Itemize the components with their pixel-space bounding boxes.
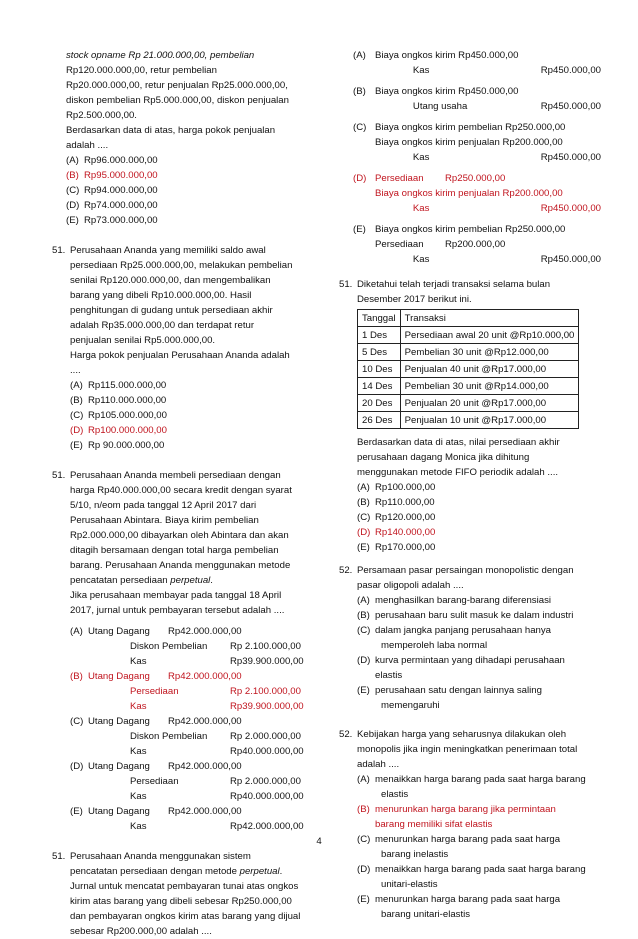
question-text: Rp120.000.000,00, retur pembelian xyxy=(66,65,217,76)
question-text: Rp2.500.000,00. xyxy=(66,110,137,121)
question-51c: 51. Perusahaan Ananda menggunakan sistem pencatatan persediaan dengan metode perpetual. Jurnal untuk mencatat pembayaran tunai atas ongkos kirim atas barang yang dibeli sebesar Rp250.000,00 dan pembayaran ongkos kirim atas barang yang dijual sebesar Rp200.000,00 adalah .... xyxy=(52,851,301,937)
option-d: (D) menaikkan harga barang pada saat harga barang unitari-elastis xyxy=(357,864,586,890)
option-b-answer: (B) Utang Dagang Rp42.000.000,00 Persediaan Rp 2.100.000,00 Kas Rp39.900.000,00 xyxy=(70,671,304,712)
table-row: 14 Des Pembelian 30 unit @Rp14.000,00 xyxy=(358,378,579,395)
question-number: 51. xyxy=(52,245,66,256)
question-51d-options: Berdasarkan data di atas, nilai persediaan akhir perusahaan dagang Monica jika dihitung menggunakan metode FIFO periodik adalah .... (A) Rp100.000,00 (B) Rp110.000,00 (C) Rp120.000,00 (D) Rp140.000,00 (E) Rp170.000,00 xyxy=(339,435,601,555)
question-51: 51. Perusahaan Ananda yang memiliki saldo awal persediaan Rp25.000.000,00, melakukan pembelian senilai Rp120.000.000,00, dan mengembalikan barang yang dibeli Rp10.000.000,00. Hasil penghitungan di gudang untuk persediaan akhir adalah Rp35.000.000,00 dan terdapat retur penjualan senilai Rp5.000.000,00. Harga pokok penjualan Perusahaan Ananda adalah .... (A) Rp115.000.000,00 (B) Rp110.000.000,00 (C) Rp105.000.000,00 (D) Rp100.000.000,00 (E) Rp 90.000.000,00 xyxy=(52,245,293,451)
option-e: (E) Biaya ongkos kirim pembelian Rp250.000,00 Persediaan Rp200.000,00 Kas Rp450.000,00 xyxy=(353,224,601,265)
option-c: (C) Rp105.000.000,00 xyxy=(70,410,167,421)
option-d: (D) kurva permintaan yang dihadapi perusahaan elastis xyxy=(357,655,565,681)
option-d-answer: (D) Rp100.000.000,00 xyxy=(70,425,167,436)
option-d-answer: (D) Persediaan Rp250.000,00 Biaya ongkos kirim penjualan Rp200.000,00 Kas Rp450.000,00 xyxy=(353,173,601,214)
question-52b: 52. Kebijakan harga yang seharusnya dilakukan oleh monopolis jika ingin meningkatkan penerimaan total adalah .... (A) menaikkan harga barang pada saat harga barang elastis (B) menurunkan harga barang jika permintaan barang memiliki sifat elastis (C) menurunkan harga barang pada saat harga barang inelastis (D) menaikkan harga barang pada saat harga barang unitari-elastis (E) menurunkan harga barang pada saat harga barang unitari-elastis xyxy=(339,729,586,920)
option-d-answer: (D) Rp140.000,00 xyxy=(357,527,436,538)
table-row: 5 Des Pembelian 30 unit @Rp12.000,00 xyxy=(358,344,579,361)
option-a: (A) Utang Dagang Rp42.000.000,00 Diskon Pembelian Rp 2.100.000,00 Kas Rp39.900.000,00 xyxy=(70,626,304,667)
option-a: (A) Rp96.000.000,00 xyxy=(66,155,158,166)
column-header: Transaksi xyxy=(400,310,579,327)
option-c: (C) dalam jangka panjang perusahaan hanya memperoleh laba normal xyxy=(357,625,552,651)
option-c: (C) Utang Dagang Rp42.000.000,00 Diskon Pembelian Rp 2.000.000,00 Kas Rp40.000.000,00 xyxy=(70,716,304,757)
option-e: (E) Rp 90.000.000,00 xyxy=(70,440,165,451)
question-number: 52. xyxy=(339,565,353,576)
question-51b: 51. Perusahaan Ananda membeli persediaan dengan harga Rp40.000.000,00 secara kredit dengan syarat 5/10, n/eom pada tanggal 12 April 2017 dari Perusahaan Abintara. Biaya kirim pembelian Rp2.000.000,00 dibayarkan oleh Abintara dan akan ditagih bersamaan dengan total harga pembelian barang. Perusahaan Ananda menggunakan metode pencatatan persediaan perpetual. Jika perusahaan membayar pada tanggal 18 April 2017, jurnal untuk pembayaran tersebut adalah .... (A) Utang Dagang Rp42.000.000,00 Diskon Pembelian Rp 2.100.000,00 Kas Rp39.900.000,00 (B) Utang Dagang Rp42.000.000,00 Persediaan Rp 2.100.000,00 Kas Rp39.900.000,00 (C) Utang Dagang Rp42.000.000,00 Diskon Pembelian Rp 2.000.000,00 Kas Rp40.000.000,00 (D) Utang Dagang Rp42.000.000,00 Persediaan Rp 2.000.000,00 Kas Rp40.000.000,00 (E) Utang Dagang Rp42.000.000,00 Kas Rp42.000.000,00 xyxy=(52,470,304,832)
question-50 xyxy=(52,48,310,228)
option-a: (A) menghasilkan barang-barang diferensiasi xyxy=(357,595,551,606)
option-a: (A) Biaya ongkos kirim Rp450.000,00 Kas Rp450.000,00 xyxy=(353,50,601,76)
option-b: (B) Biaya ongkos kirim Rp450.000,00 Utang usaha Rp450.000,00 xyxy=(353,86,601,112)
left-column xyxy=(52,48,310,939)
option-e: (E) perusahaan satu dengan lainnya saling memengaruhi xyxy=(357,685,542,711)
question-number: 51. xyxy=(339,279,353,290)
question-52: 52. Persamaan pasar persaingan monopolistic dengan pasar oligopoli adalah .... (A) menghasilkan barang-barang diferensiasi (B) perusahaan baru sulit masuk ke dalam industri (C) dalam jangka panjang perusahaan hanya memperoleh laba normal (D) kurva permintaan yang dihadapi perusahaan elastis (E) perusahaan satu dengan lainnya saling memengaruhi xyxy=(339,565,574,711)
option-d: (D) Rp74.000.000,00 xyxy=(66,200,158,211)
option-e: (E) Utang Dagang Rp42.000.000,00 Kas Rp42.000.000,00 xyxy=(70,806,304,832)
table-row: 10 Des Penjualan 40 unit @Rp17.000,00 xyxy=(358,361,579,378)
table-row: 26 Des Penjualan 10 unit @Rp17.000,00 xyxy=(358,412,579,429)
option-e: (E) Rp73.000.000,00 xyxy=(66,215,158,226)
question-text: adalah .... xyxy=(66,140,109,151)
option-c: (C) Rp120.000,00 xyxy=(357,512,436,523)
question-text: Rp20.000.000,00, retur penjualan Rp25.000.000,00, xyxy=(66,80,288,91)
option-c: (C) Rp94.000.000,00 xyxy=(66,185,158,196)
option-e: (E) menurunkan harga barang pada saat harga barang unitari-elastis xyxy=(357,894,561,920)
option-c: (C) menurunkan harga barang pada saat harga barang inelastis xyxy=(357,834,561,860)
transaction-table xyxy=(357,309,579,429)
right-column xyxy=(339,48,601,922)
question-51d: 51. Diketahui telah terjadi transaksi selama bulan Desember 2017 berikut ini. xyxy=(339,279,551,305)
journal-options xyxy=(339,48,601,267)
option-c: (C) Biaya ongkos kirim pembelian Rp250.000,00 Biaya ongkos kirim penjualan Rp200.000,00 Kas Rp450.000,00 xyxy=(353,122,601,163)
option-a: (A) menaikkan harga barang pada saat harga barang elastis xyxy=(357,774,586,800)
option-e: (E) Rp170.000,00 xyxy=(357,542,436,553)
option-b: (B) perusahaan baru sulit masuk ke dalam industri xyxy=(357,610,574,621)
option-b-answer: (B) Rp95.000.000,00 xyxy=(66,170,158,181)
table-header-row xyxy=(358,310,579,327)
question-number: 52. xyxy=(339,729,353,740)
question-number: 51. xyxy=(52,851,66,862)
table-row: 20 Des Penjualan 20 unit @Rp17.000,00 xyxy=(358,395,579,412)
question-text: diskon pembelian Rp5.000.000,00, diskon penjualan xyxy=(66,95,289,106)
question-text: Berdasarkan data di atas, harga pokok penjualan xyxy=(66,125,276,136)
option-d: (D) Utang Dagang Rp42.000.000,00 Persediaan Rp 2.000.000,00 Kas Rp40.000.000,00 xyxy=(70,761,304,802)
option-a: (A) Rp100.000,00 xyxy=(357,482,436,493)
option-a: (A) Rp115.000.000,00 xyxy=(70,380,167,391)
option-b: (B) Rp110.000,00 xyxy=(357,497,435,508)
table-row: 1 Des Persediaan awal 20 unit @Rp10.000,00 xyxy=(358,327,579,344)
option-b-answer: (B) menurunkan harga barang jika permintaan barang memiliki sifat elastis xyxy=(357,804,556,830)
option-b: (B) Rp110.000.000,00 xyxy=(70,395,167,406)
question-number: 51. xyxy=(52,470,66,481)
question-text: stock opname Rp 21.000.000,00, pembelian xyxy=(66,50,255,61)
column-header: Tanggal xyxy=(358,310,401,327)
page-number: 4 xyxy=(316,836,322,847)
